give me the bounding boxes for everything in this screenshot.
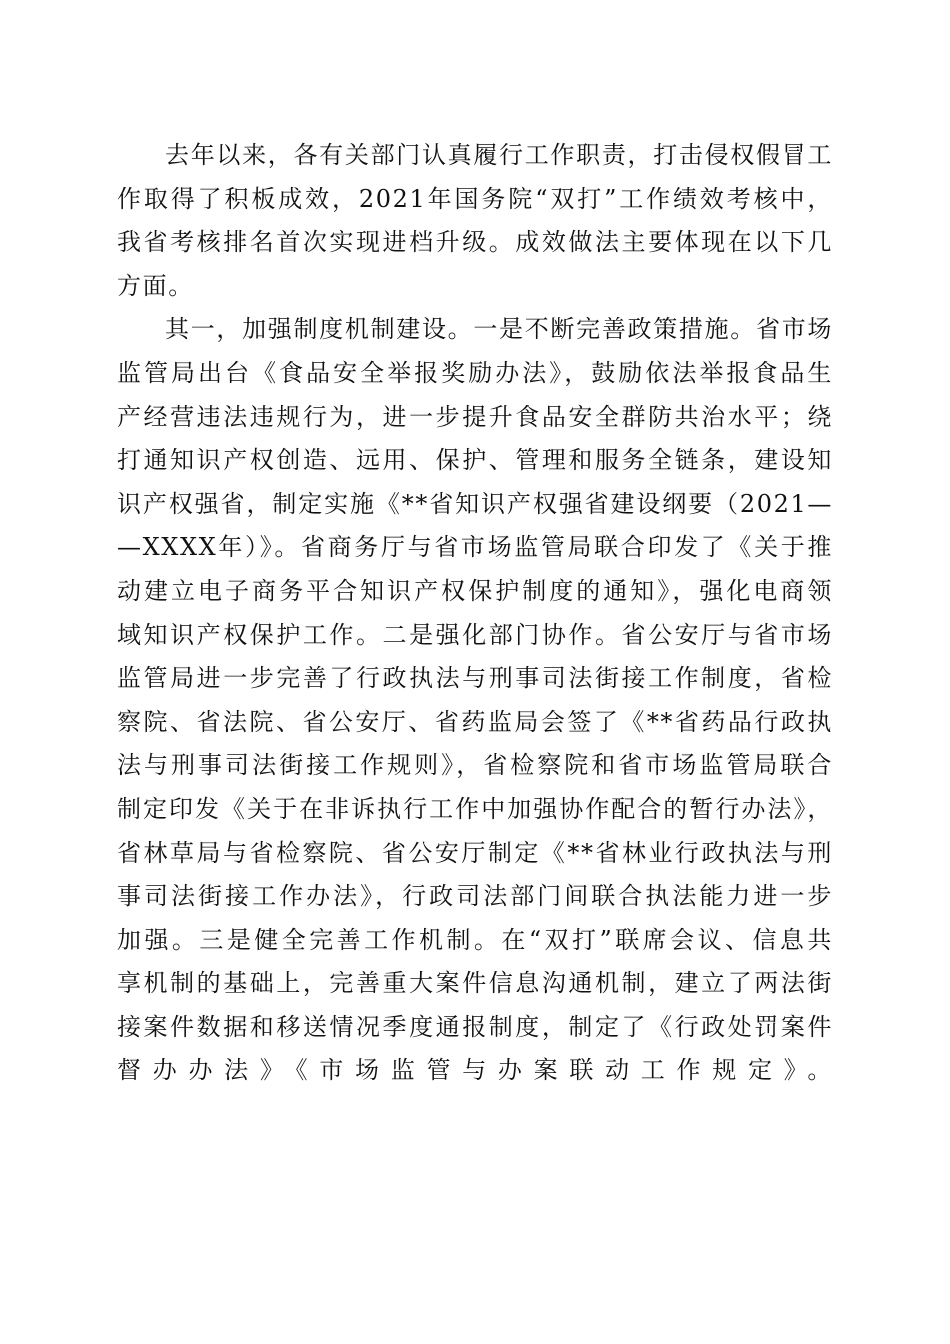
text-line: 监管局进一步完善了行政执法与刑事司法街接工作制度，省检	[117, 664, 833, 693]
text-line: 打通知识产权创造、远用、保护、管理和服务全链条，建设知	[117, 446, 833, 475]
text-line: 其一，加强制度机制建设。一是不断完善政策措施。省市场	[165, 315, 833, 344]
text-line: 事司法街接工作办法》，行政司法部门间联合执法能力进一步	[117, 882, 833, 911]
text-line: 识产权强省，制定实施《**省知识产权强省建设纲要（2021—	[117, 489, 833, 518]
text-line: 享机制的基础上，完善重大案件信息沟通机制，建立了两法街	[117, 969, 833, 998]
document-body	[117, 134, 833, 1224]
text-line: 加强。三是健全完善工作机制。在“双打”联席会议、信息共	[117, 925, 833, 954]
text-line	[117, 1093, 833, 1137]
text-line: 去年以来，各有关部门认真履行工作职责，打击侵权假冒工	[165, 141, 833, 169]
text-line: 察院、省法院、省公安厅、省药监局会签了《**省药品行政执	[117, 707, 833, 736]
paragraph-2	[117, 308, 833, 1223]
paragraph-1	[117, 134, 833, 308]
text-line: 动建立电子商务平合知识产权保护制度的通知》，强化电商领	[117, 576, 833, 605]
text-line: 省林草局与省检察院、省公安厅制定《**省林业行政执法与刑	[117, 838, 833, 867]
text-line: —XXXX年）》。省商务厅与省市场监管局联合印发了《关于推	[117, 533, 833, 562]
text-line: 监管局出台《食品安全举报奖励办法》，鼓励依法举报食品生	[117, 358, 833, 387]
text-line: 作取得了积板成效，2021年国务院“双打”工作绩效考核中，	[117, 184, 833, 213]
text-line: 域知识产权保护工作。二是强化部门协作。省公安厅与省市场	[117, 620, 833, 649]
text-line: 制定印发《关于在非诉执行工作中加强协作配合的暂行办法》，	[117, 794, 833, 823]
text-line: 法与刑事司法街接工作规则》，省检察院和省市场监管局联合	[117, 751, 833, 780]
text-line: 接案件数据和移送情况季度通报制度，制定了《行政处罚案件	[117, 1012, 833, 1041]
text-line: 我省考核排名首次实现进档升级。成效做法主要体现在以下几	[117, 228, 833, 257]
text-line: 产经营违法违规行为，进一步提升食品安全群防共治水平；绕	[117, 402, 833, 431]
text-line	[117, 1180, 833, 1224]
text-line	[117, 1137, 833, 1181]
text-line: 督办办法》《市场监管与办案联动工作规定》。	[117, 1056, 833, 1085]
text-line: 方面。	[117, 271, 194, 300]
